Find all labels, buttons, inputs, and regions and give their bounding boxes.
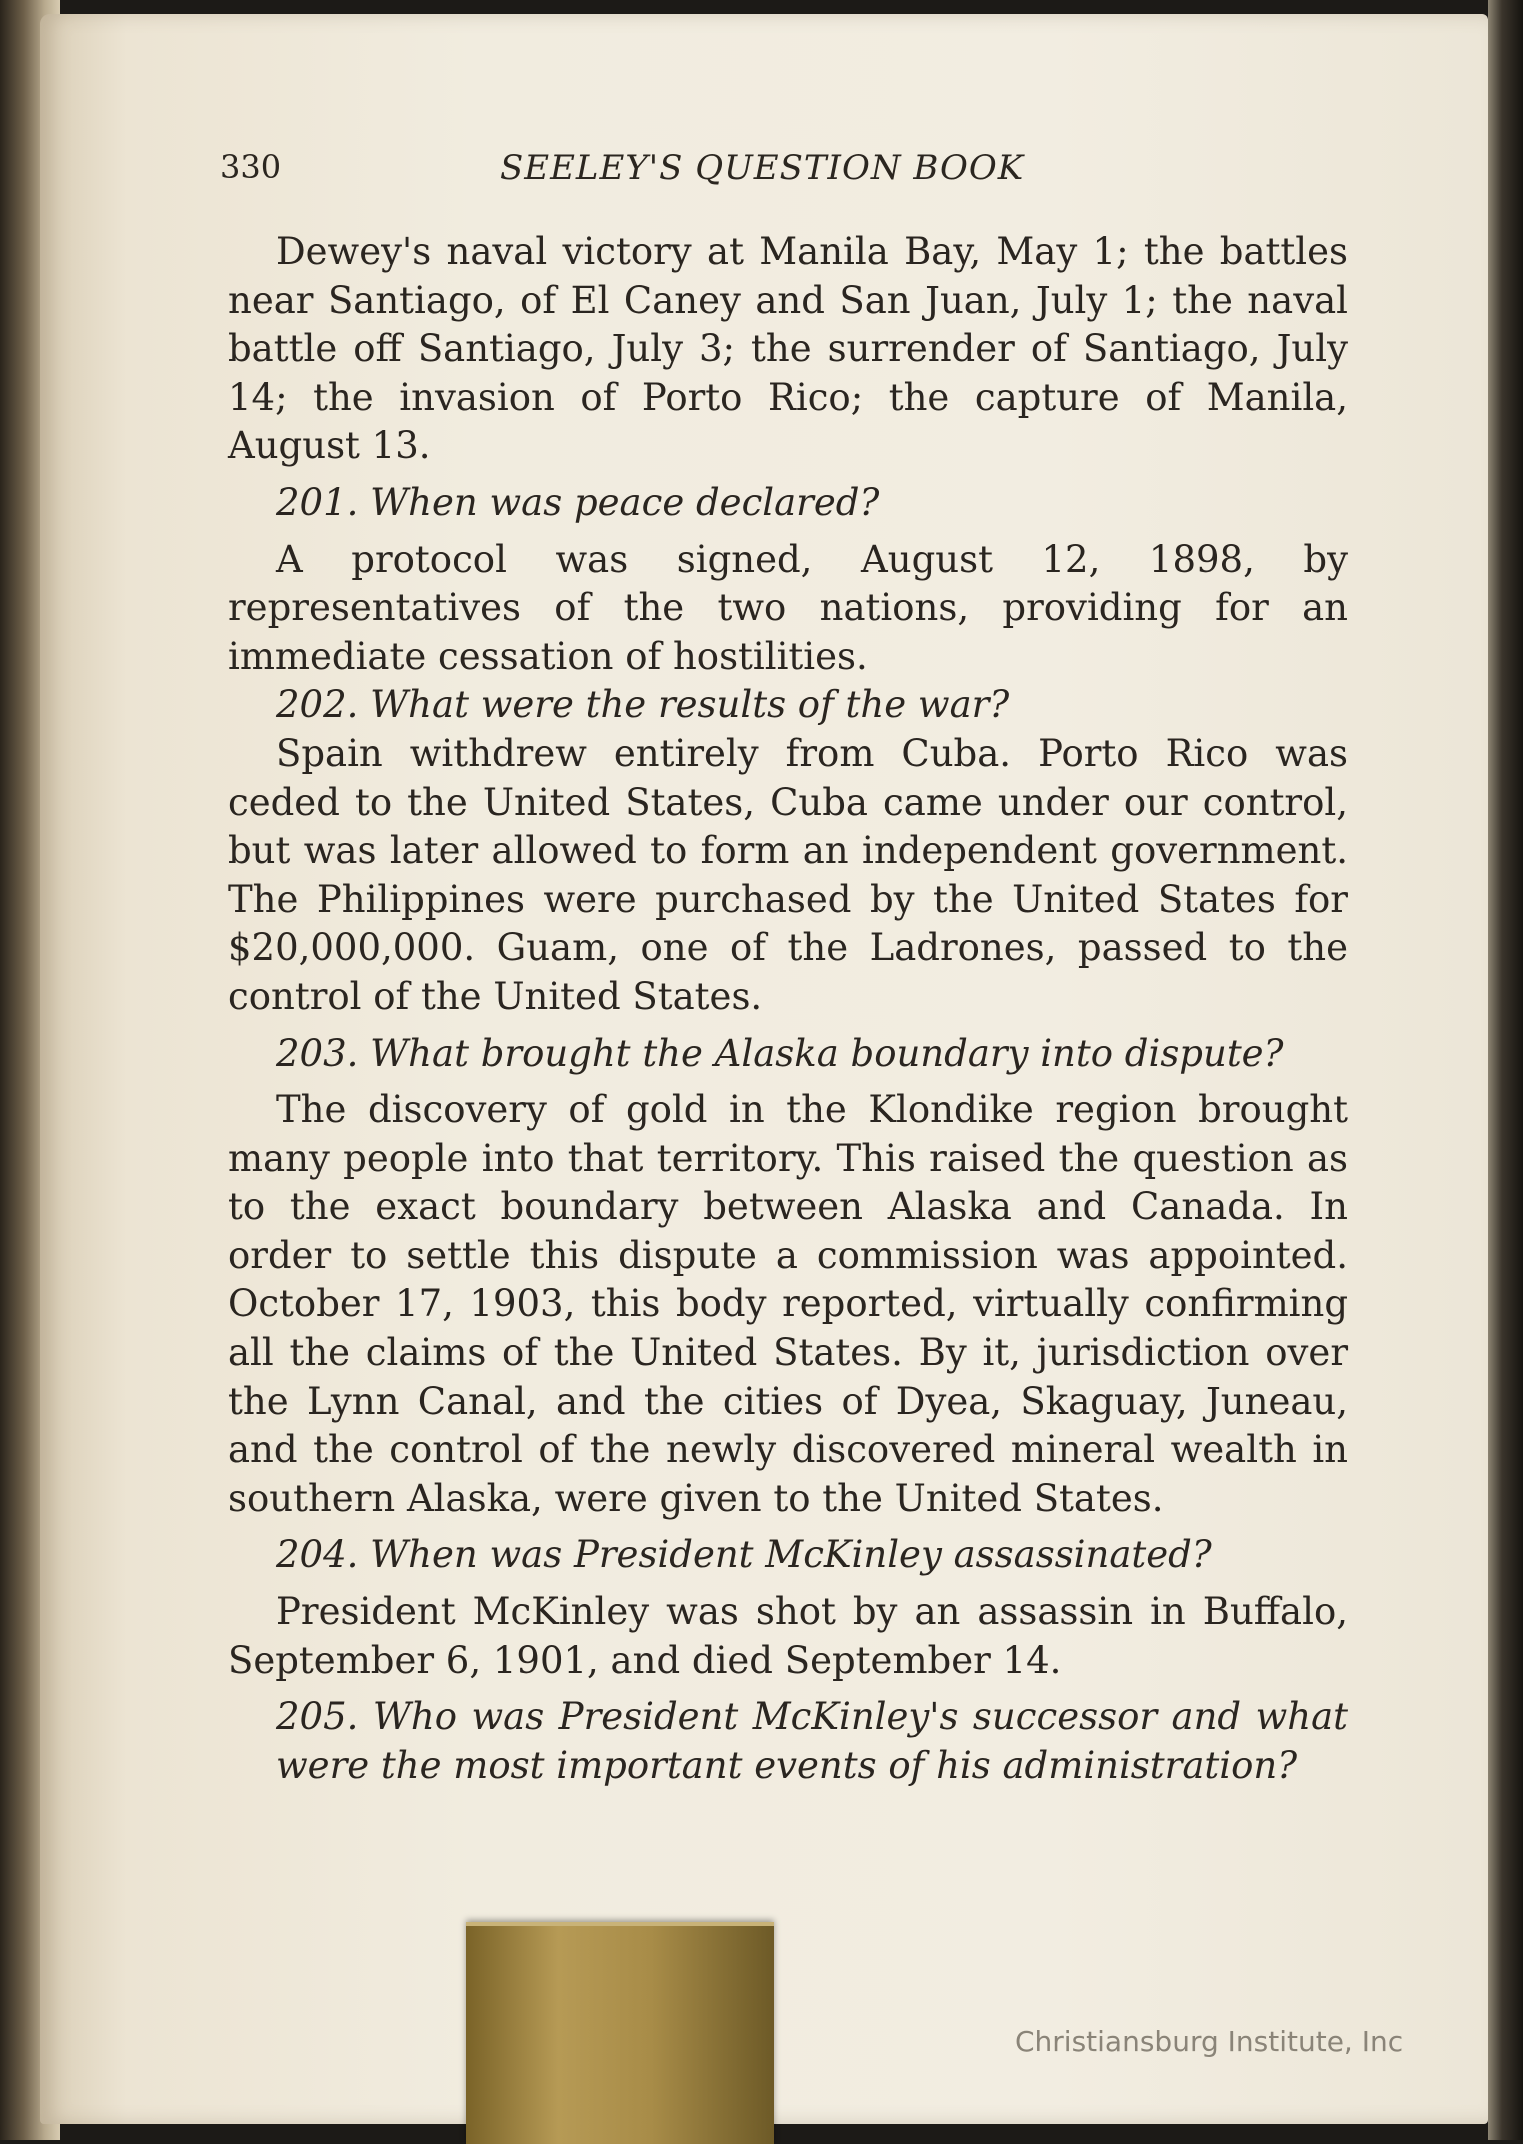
page-header	[220, 148, 1070, 192]
question-201: 201. When was peace declared?	[276, 480, 880, 524]
watermark: Christiansburg Institute, Inc	[1015, 2025, 1404, 2058]
answer-202: Spain withdrew entirely from Cuba. Porto Rico was ceded to the United States, Cuba came under our control, but was later allowed to form an independent government. The Philippines were purchased by the United States for $20,000,000. Guam, one of the Ladrones, passed to the control of the United States.	[228, 731, 1348, 1018]
question-205: 205. Who was President McKinley's successor and what were the most important events of his administration?	[276, 1695, 1348, 1787]
question-202: 202. What were the results of the war?	[276, 683, 1010, 727]
answer-201: A protocol was signed, August 12, 1898, by representatives of the two nations, providing for an immediate cessation of hostilities.	[228, 537, 1348, 678]
answer-204: President McKinley was shot by an assassin in Buffalo, September 6, 1901, and died September 14.	[228, 1590, 1348, 1682]
page-text	[228, 228, 1348, 1790]
book-edge-right	[1488, 0, 1523, 2140]
brass-page-holder	[466, 1922, 774, 2144]
running-title: SEELEY'S QUESTION BOOK	[500, 148, 1025, 188]
answer-203: The discovery of gold in the Klondike region brought many people into that territory. This raised the question as to the exact boundary between Alaska and Canada. In order to settle this dispute a commission was appointed. October 17, 1903, this body reported, virtually confirming all the claims of the United States. By it, jurisdiction over the Lynn Canal, and the cities of Dyea, Skaguay, Juneau, and the control of the newly discovered mineral wealth in southern Alaska, were given to the United States.	[228, 1088, 1348, 1520]
page-number: 330	[220, 148, 282, 186]
paragraph-continuation: Dewey's naval victory at Manila Bay, May 1; the battles near Santiago, of El Caney and San Juan, July 1; the naval battle off Santiago, July 3; the surrender of Santiago, July 14; the invasion of Porto Rico; the capture of Manila, August 13.	[228, 230, 1348, 468]
question-203: 203. What brought the Alaska boundary into dispute?	[276, 1031, 1284, 1075]
question-204: 204. When was President McKinley assassinated?	[276, 1533, 1212, 1577]
